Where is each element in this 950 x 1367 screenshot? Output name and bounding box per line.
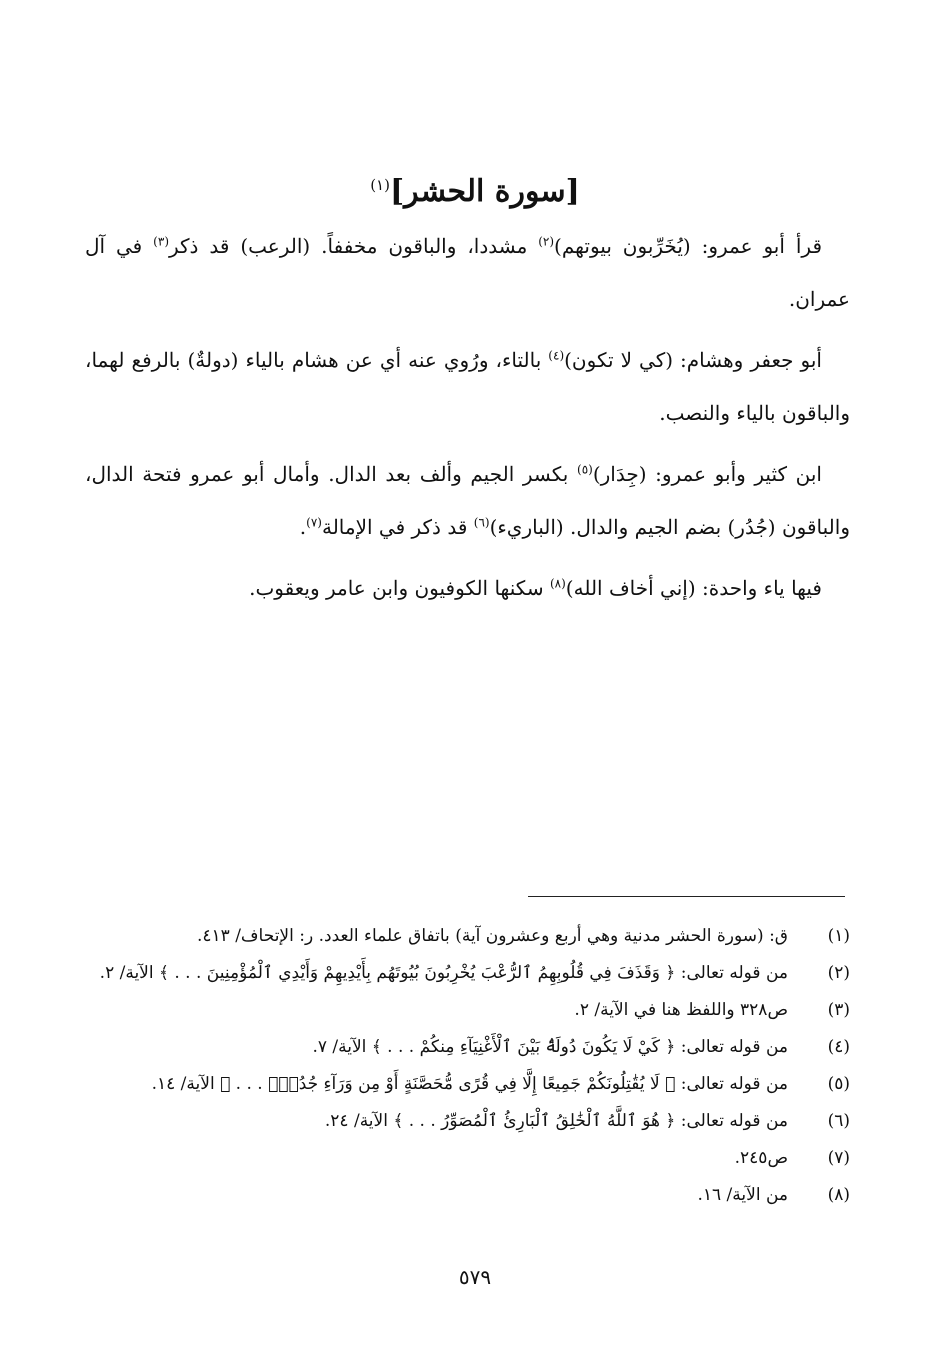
paragraph-text: . [299,515,307,539]
footnote-item [85,1140,850,1177]
footnote-item [85,955,850,992]
footnote-text: ص٢٤٥. [734,1148,788,1168]
footnote-text: من قوله تعالى: ﴿ هُوَ ٱللَّهُ ٱلْخَٰلِقُ ٱلْبَارِئُ ٱلْمُصَوِّرُ . . . ﴾ الآية/ ٢٤. [324,1111,788,1131]
footnote-number: (١) [827,926,850,946]
footnote-ref: (٤) [548,348,565,363]
footnotes [85,918,850,1214]
paragraph-text: أبو جعفر وهشام: (كي لا تكون) [564,348,822,372]
page-number: ٥٧٩ [458,1265,492,1289]
footnote-item [85,1177,850,1214]
footnote-number: (٨) [827,1185,850,1205]
footnote-item [85,1103,850,1140]
footnote-item [85,1029,850,1066]
body-paragraph [85,562,850,615]
paragraph-text: قد ذكر في الإمالة [321,515,474,539]
main-text [85,220,850,623]
footnote-ref: (٥) [577,462,593,477]
paragraph-text: في آل عمران. [85,234,850,311]
surah-title-text: [سورة الحشر] [389,174,580,209]
footnote-ref: (٢) [538,234,555,249]
surah-title [0,160,950,217]
paragraph-text: سكنها الكوفيون وابن عامر ويعقوب. [249,576,550,600]
footnote-ref: (٦) [473,515,490,530]
footnote-text: من الآية/ ١٦. [697,1185,788,1205]
footnote-text: من قوله تعالى: ﴿ كَيْ لَا يَكُونَ دُولَةًۢ بَيْنَ ٱلْأَغْنِيَآءِ مِنكُمْ . . . ﴾ الآية/ ٧. [312,1037,788,1057]
paragraph-text: قرأ أبو عمرو: (يُخَرِّبون بيوتهم) [554,234,822,258]
footnote-ref: (٣) [153,234,169,249]
footnote-text: ص٣٢٨ واللفظ هنا في الآية/ ٢. [574,1000,788,1020]
paragraph-text: بكسر الجيم وألف بعد الدال. وأمال أبو عمرو فتحة الدال، والباقون (جُدُر) بضم الجيم والدال. (الباريء) [85,462,850,539]
body-paragraph [85,448,850,554]
footnote-number: (٧) [827,1148,850,1168]
footnote-ref: (١) [370,176,390,194]
paragraph-text: مشددا، والباقون مخففاً. (الرعب) قد ذكر [169,234,539,258]
body-paragraph [85,220,850,326]
footnote-separator [528,896,845,897]
footnote-number: (٢) [827,963,850,983]
footnote-number: (٥) [827,1074,850,1094]
footnote-text: من قوله تعالى: ﴿ لَا يُقَٰتِلُونَكُمْ جَمِيعًا إِلَّا فِي قُرًى مُّحَصَّنَةٍ أَوْ مِن وَرَآءِ جُدُرٍۭ . . . ﴾ الآية/ ١٤. [151,1074,788,1094]
footnote-ref: (٨) [549,576,566,591]
footnote-text: ق: (سورة الحشر مدنية وهي أربع وعشرون آية) باتفاق علماء العدد. ر: الإتحاف/ ٤١٣. [196,926,788,946]
footnote-item [85,918,850,955]
footnote-item [85,992,850,1029]
footnote-text: من قوله تعالى: ﴿ وَقَذَفَ فِي قُلُوبِهِمُ ٱلرُّعْبَ يُخْرِبُونَ بُيُوتَهُم بِأَيْدِيهِمْ وَأَيْدِي ٱلْمُؤْمِنِينَ . . . ﴾ الآية/ ٢. [99,963,788,983]
paragraph-text: بالتاء، ورُوي عنه أي عن هشام بالياء (دولةٌ) بالرفع لهما، والباقون بالياء والنصب. [85,348,850,425]
footnote-item [85,1066,850,1103]
footnote-ref: (٧) [306,515,322,530]
footnote-number: (٦) [827,1111,850,1131]
body-paragraph [85,334,850,440]
paragraph-text: فيها ياء واحدة: (إني أخاف الله) [565,576,822,600]
paragraph-text: ابن كثير وأبو عمرو: (جِدَار) [592,462,822,486]
footnote-number: (٤) [827,1037,850,1057]
footnote-number: (٣) [827,1000,850,1020]
